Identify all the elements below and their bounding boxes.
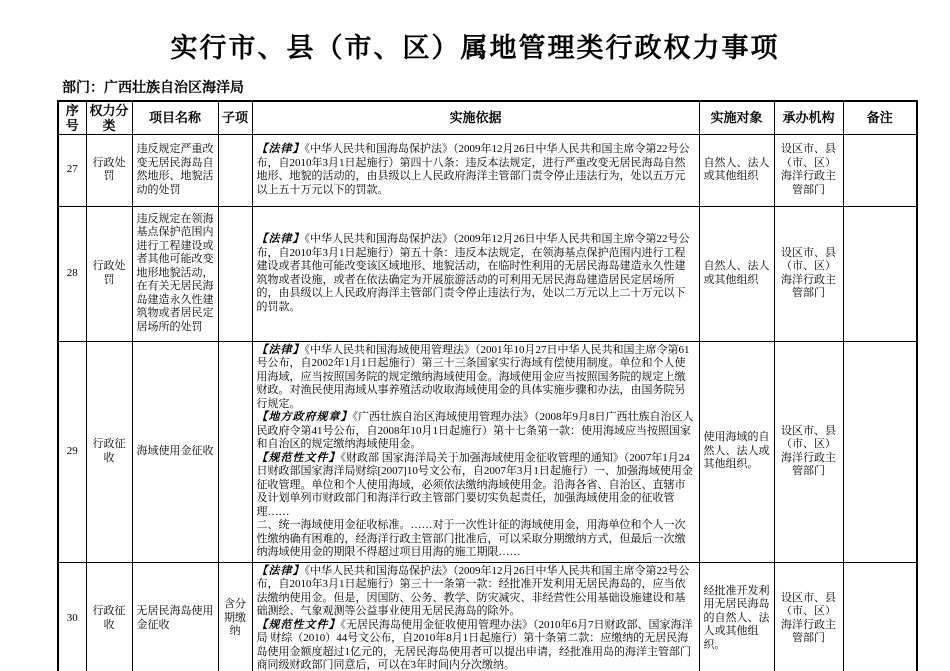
cell-remark — [843, 562, 917, 671]
basis-paragraph — [257, 233, 695, 314]
page-title: 实行市、县（市、区）属地管理类行政权力事项 — [170, 33, 780, 63]
basis-paragraph — [257, 619, 695, 671]
basis-label: 【规范性文件】 — [256, 451, 341, 464]
cell-remark — [843, 134, 917, 206]
cell-target: 自然人、法人或其他组织 — [699, 206, 774, 341]
cell-project: 海域使用金征收 — [132, 341, 218, 562]
cell-target: 自然人、法人或其他组织 — [699, 134, 774, 206]
basis-text: 《无居民海岛使用金征收使用管理办法》（2010年6月7日财政部、国家海洋局 财综（2010）44号文公布，自2010年8月1日起施行）第十条第二款：应缴纳的无居民海岛使用金额度超过1亿元的，无居民海岛使用者可以提出申请，经批准用岛的海洋主管部门商同级财政部门同意后，可以在3年时间内分次缴纳。 — [256, 618, 693, 671]
basis-text: 二、统一海域使用金征收标准。……对于一次性计征的海域使用金，用海单位和个人一次性缴纳确有困难的，经海洋行政主管部门批准后，可以采取分期缴纳方式，但最后一次缴纳海域使用金的期限不得超过项目用海的施工期限…… — [256, 519, 686, 558]
cell-category: 行政处罚 — [86, 206, 132, 341]
basis-paragraph — [257, 452, 695, 520]
col-header-remark: 备注 — [843, 101, 917, 134]
col-header-seq: 序号 — [58, 101, 86, 134]
cell-subitem — [218, 341, 252, 562]
col-header-project: 项目名称 — [132, 101, 218, 134]
basis-text: 《中华人民共和国海岛保护法》（2009年12月26日中华人民共和国主席令第22号公布，自2010年3月1日起施行）第四十八条：违反本法规定，进行严重改变无居民海岛自然地形、地貌的活动的，由县级以上人民政府海洋主管部门责令停止违法行为，处以五万元以上五十万元以下的罚款。 — [256, 143, 690, 196]
cell-agency: 设区市、县（市、区）海洋行政主管部门 — [774, 562, 843, 671]
basis-paragraph — [257, 411, 695, 452]
cell-seq: 30 — [58, 562, 86, 671]
basis-text: 《中华人民共和国海域使用管理法》（2001年10月27日中华人民共和国主席令第61号公布，自2002年1月1日起施行）第三十三条国家实行海域有偿使用制度。单位和个人使用海域，应当按照国务院的规定缴纳海域使用金。海域使用金应当按照国务院的规定上缴财政。对渔民使用海域从事养殖活动收取海域使用金的具体实施步骤和办法，由国务院另行规定。 — [256, 343, 690, 410]
cell-basis — [252, 341, 699, 562]
basis-label: 【法律】 — [256, 343, 305, 356]
cell-category: 行政处罚 — [86, 134, 132, 206]
cell-category: 行政征收 — [86, 341, 132, 562]
cell-remark — [843, 341, 917, 562]
cell-basis — [252, 206, 699, 341]
basis-paragraph — [257, 143, 695, 197]
cell-remark — [843, 206, 917, 341]
cell-subitem — [218, 206, 252, 341]
basis-text: 《财政部 国家海洋局关于加强海域使用金征收管理的通知》（2007年1月24日财政部国家海洋局财综[2007]10号文公布，自2007年3月1日起施行）一、加强海域使用金征收管理。单位和个人使用海域，必须依法缴纳海域使用金。沿海各省、自治区、直辖市及计划单列市财政部门和海洋行政主管部门要切实负起责任，加强海域使用金的征收管理…… — [256, 451, 693, 518]
table-row-28 — [58, 206, 917, 341]
col-header-target: 实施对象 — [699, 101, 774, 134]
basis-label: 【地方政府规章】 — [256, 411, 353, 423]
basis-label: 【规范性文件】 — [256, 618, 341, 631]
basis-text: 《广西壮族自治区海域使用管理办法》（2008年9月8日广西壮族自治区人民政府令第41号公布，自2008年10月1日起施行）第十七条第一款：使用海域应当按照国家和自治区的规定缴纳海域使用金。 — [256, 411, 694, 450]
cell-agency: 设区市、县（市、区）海洋行政主管部门 — [774, 341, 843, 562]
header-row — [58, 101, 917, 134]
table-row-30 — [58, 562, 917, 671]
cell-subitem: 含分期缴纳 — [218, 562, 252, 671]
basis-paragraph — [257, 344, 695, 412]
cell-project: 无居民海岛使用金征收 — [132, 562, 218, 671]
basis-text: 《中华人民共和国海岛保护法》（2009年12月26日中华人民共和国主席令第22号公布，自2010年3月1日起施行）第三十一条第一款：经批准开发利用无居民海岛的，应当依法缴纳使用金。但是，因国防、公务、教学、防灾减灾、非经营性公用基础设施建设和基础测绘、气象观测等公益事业使用无居民海岛的除外。 — [256, 564, 690, 617]
basis-label: 【法律】 — [256, 143, 305, 155]
basis-paragraph — [257, 519, 695, 560]
cell-seq: 27 — [58, 134, 86, 206]
table-row-29 — [58, 341, 917, 562]
col-header-category: 权力分类 — [86, 101, 132, 134]
cell-project: 违反规定严重改变无居民海岛自然地形、地貌活动的处罚 — [132, 134, 218, 206]
cell-seq: 29 — [58, 341, 86, 562]
cell-project: 违反规定在领海基点保护范围内进行工程建设或者其他可能改变地形地貌活动，在有关无居民海岛建造永久性建筑物或者居民定居场所的处罚 — [132, 206, 218, 341]
basis-label: 【法律】 — [256, 564, 305, 577]
col-header-subitem: 子项 — [218, 101, 252, 134]
cell-basis — [252, 134, 699, 206]
basis-text: 《中华人民共和国海岛保护法》（2009年12月26日中华人民共和国主席令第22号公布，自2010年3月1日起施行）第五十条：违反本法规定，在领海基点保护范围内进行工程建设或者其他可能改变该区域地形、地貌活动，在临时性利用的无居民海岛建造永久性建筑物或者设施，或者在依法确定为开展旅游活动的可利用无居民海岛建造居民定居场所的，由县级以上人民政府海洋主管部门责令停止违法行为，处以二万元以上二十万元以下的罚款。 — [256, 233, 690, 313]
cell-target: 使用海域的自然人、法人或其他组织。 — [699, 341, 774, 562]
cell-agency: 设区市、县（市、区）海洋行政主管部门 — [774, 206, 843, 341]
table-row-27 — [58, 134, 917, 206]
power-items-table — [57, 100, 918, 671]
cell-subitem — [218, 134, 252, 206]
col-header-agency: 承办机构 — [774, 101, 843, 134]
cell-target: 经批准开发利用无居民海岛的自然人、法人或其他组织。 — [699, 562, 774, 671]
col-header-basis: 实施依据 — [252, 101, 699, 134]
basis-paragraph — [257, 565, 695, 619]
cell-agency: 设区市、县（市、区）海洋行政主管部门 — [774, 134, 843, 206]
basis-label: 【法律】 — [256, 233, 305, 245]
department-line: 部门：广西壮族自治区海洋局 — [62, 81, 244, 96]
cell-category: 行政征收 — [86, 562, 132, 671]
cell-basis — [252, 562, 699, 671]
cell-seq: 28 — [58, 206, 86, 341]
